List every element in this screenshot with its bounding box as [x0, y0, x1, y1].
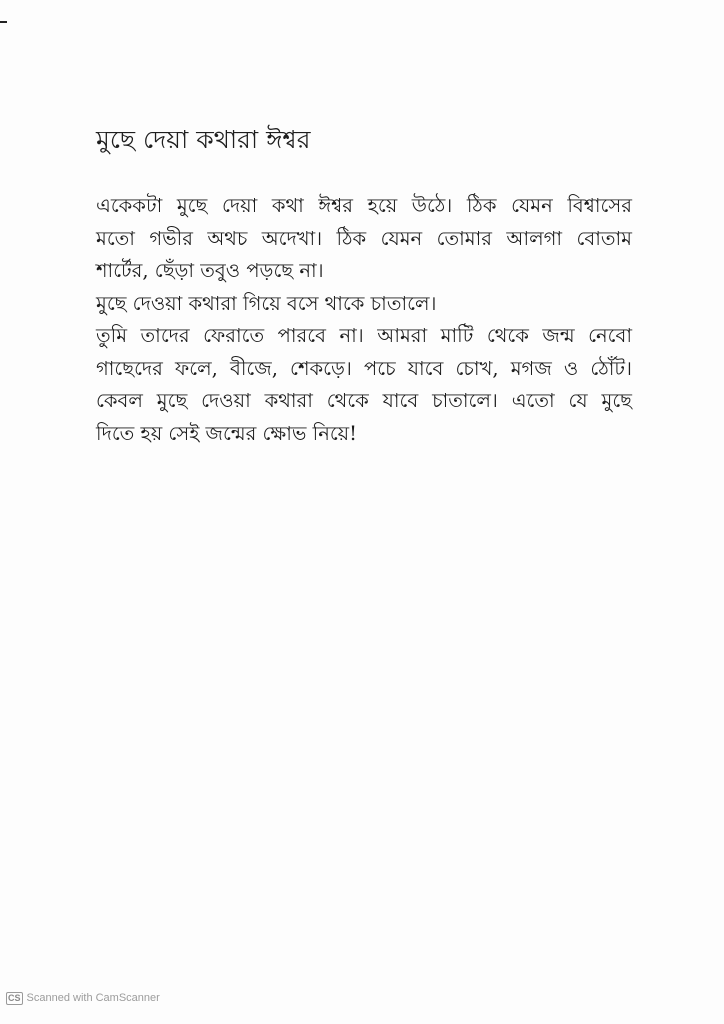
poem-line: তুমি তাদের ফেরাতে পারবে না। আমরা মাটি থেকে জন্ম নেবো	[96, 324, 632, 347]
poem-line: কেবল মুছে দেওয়া কথারা থেকে যাবে চাতালে। এতো যে মুছে	[96, 389, 632, 412]
poem-line: দিতে হয় সেই জন্মের ক্ষোভ নিয়ে!	[96, 421, 357, 445]
poem-line: মতো গভীর অথচ অদেখা। ঠিক যেমন তোমার আলগা বোতাম	[96, 226, 632, 250]
poem-body	[96, 190, 632, 450]
poem-line: গাছেদের ফলে, বীজে, শেকড়ে। পচে যাবে চোখ, মগজ ও ঠোঁট।	[96, 356, 632, 380]
scanner-watermark	[6, 991, 160, 1005]
poem-line: একেকটা মুছে দেয়া কথা ঈশ্বর হয়ে উঠে। ঠিক যেমন বিশ্বাসের	[96, 194, 632, 217]
poem-title: মুছে দেয়া কথারা ঈশ্বর	[96, 125, 311, 154]
poem-line: মুছে দেওয়া কথারা গিয়ে বসে থাকে চাতালে।	[96, 291, 437, 315]
camscanner-logo-icon: CS	[8, 992, 21, 1003]
poem-line: শার্টের, ছেঁড়া তবুও পড়ছে না।	[96, 259, 324, 282]
scan-edge-mark	[0, 21, 7, 23]
scanner-watermark-text: Scanned with CamScanner	[26, 992, 160, 1004]
